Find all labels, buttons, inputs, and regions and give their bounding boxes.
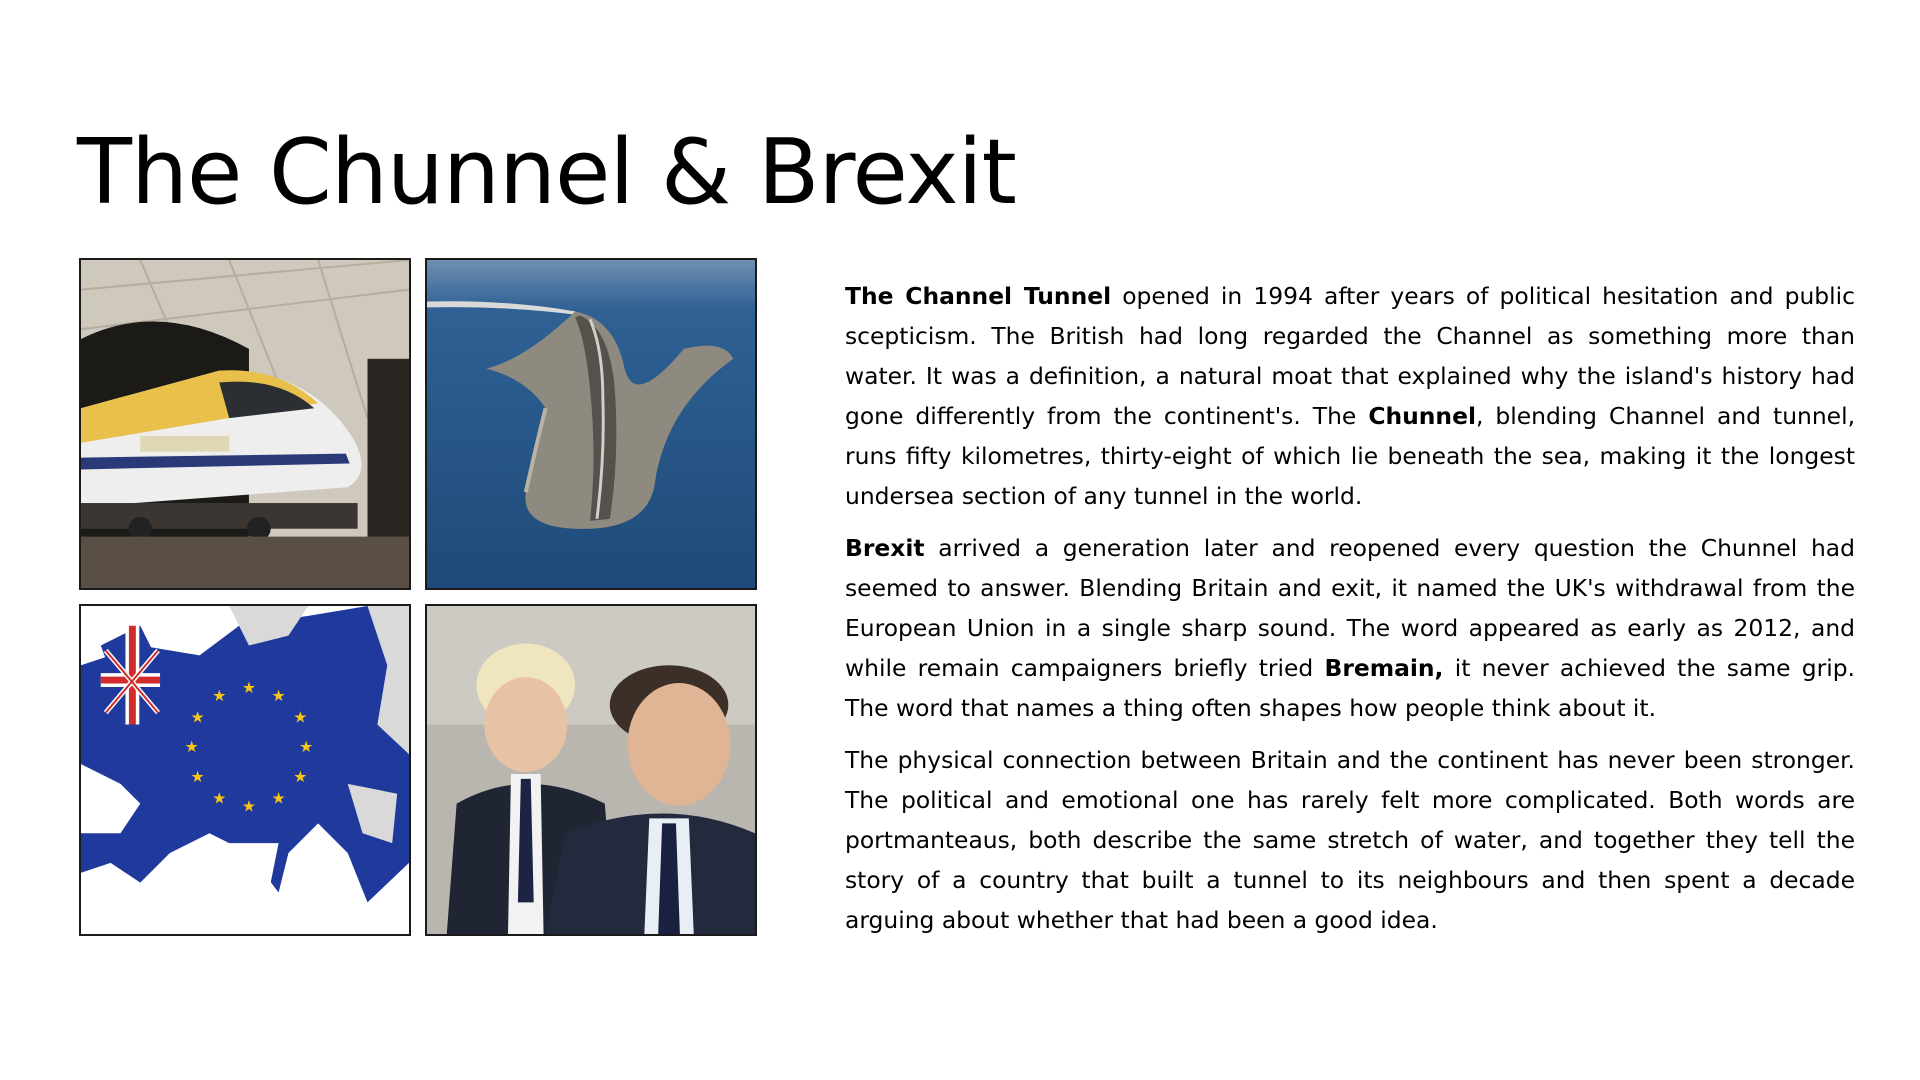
- train-illustration: [81, 260, 409, 588]
- paragraph-chunnel: [845, 276, 1855, 516]
- term-bremain: Bremain,: [1324, 654, 1444, 682]
- svg-text:★: ★: [184, 737, 199, 757]
- term-channel-tunnel: The Channel Tunnel: [845, 282, 1112, 310]
- svg-text:★: ★: [293, 707, 308, 727]
- paragraph-brexit-text-2: it never achieved the same grip. The word that names a thing often shapes how people think about it.: [845, 654, 1855, 722]
- eurostar-train-image: [79, 258, 411, 590]
- body-text: [845, 276, 1855, 952]
- term-brexit: Brexit: [845, 534, 925, 562]
- paragraph-chunnel-text-2: , blending Channel and tunnel, runs fifty kilometres, thirty-eight of which lie beneath the sea, making it the longest undersea section of any tunnel in the world.: [845, 402, 1856, 510]
- politicians-illustration: [427, 606, 755, 934]
- paragraph-conclusion: The physical connection between Britain and the continent has never been stronger. The political and emotional one has rarely felt more complicated. Both words are portmanteaus, both describe the same stretch of water, and together they tell the story of a country that built a tunnel to its neighbours and then spent a decade arguing about whether that had been a good idea.: [845, 746, 1855, 934]
- slide-title: The Chunnel & Brexit: [77, 120, 1016, 225]
- bridge-island-illustration: [427, 260, 755, 588]
- eu-uk-map-image: [79, 604, 411, 936]
- politicians-photo-image: [425, 604, 757, 936]
- svg-text:★: ★: [241, 677, 257, 697]
- paragraph-brexit-text-1: arrived a generation later and reopened every question the Chunnel had seemed to answer. Blending Britain and exit, it named the UK's withdrawal from the European Union in a single sharp sound. The word appeared as early as 2012, and while remain campaigners briefly tried: [845, 534, 1855, 682]
- svg-text:★: ★: [241, 796, 257, 816]
- svg-text:★: ★: [212, 685, 227, 705]
- svg-text:★: ★: [190, 707, 205, 727]
- svg-text:★: ★: [299, 737, 314, 757]
- undersea-tunnel-entrance-image: [425, 258, 757, 590]
- eu-map-illustration: [81, 606, 409, 934]
- svg-text:★: ★: [271, 788, 286, 808]
- svg-text:★: ★: [212, 788, 227, 808]
- svg-text:★: ★: [271, 685, 286, 705]
- term-chunnel: Chunnel: [1368, 402, 1476, 430]
- svg-text:★: ★: [293, 766, 308, 786]
- paragraph-chunnel-text-1: opened in 1994 after years of political hesitation and public scepticism. The British had long regarded the Channel as something more than water. It was a definition, a natural moat that explained why the island's history had gone differently from the continent's. The: [845, 282, 1855, 430]
- paragraph-brexit: [845, 528, 1855, 728]
- svg-text:★: ★: [190, 766, 205, 786]
- image-grid: [79, 258, 761, 940]
